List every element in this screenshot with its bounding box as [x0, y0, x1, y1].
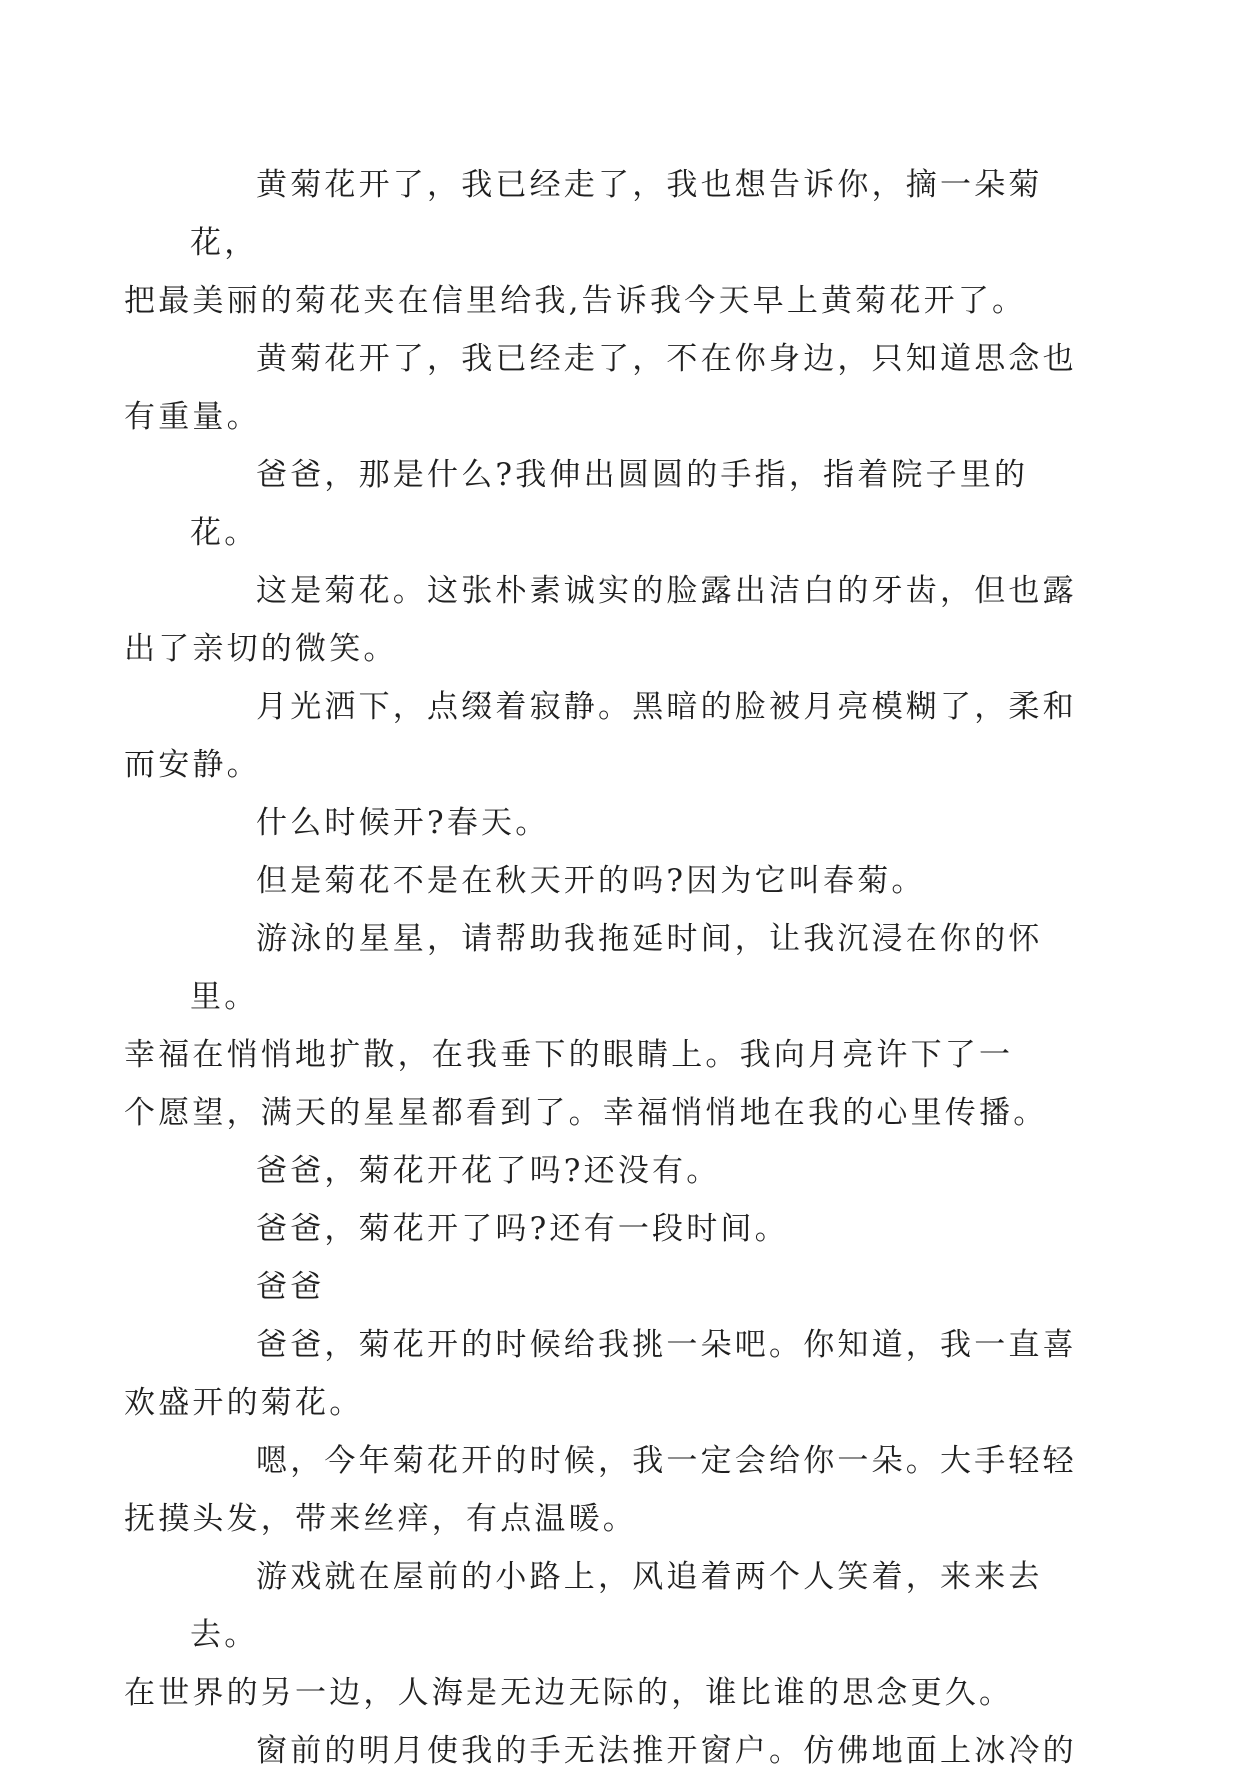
paragraph [190, 446, 1090, 562]
text-line: 爸爸，菊花开的时候给我挑一朵吧。你知道，我一直喜 [256, 1327, 1077, 1363]
paragraph [190, 1142, 1090, 1200]
paragraph [124, 1548, 1090, 1722]
document-body [124, 156, 1090, 1780]
text-line: 有重量。 [124, 399, 261, 435]
text-line: 这是菊花。这张朴素诚实的脸露出洁白的牙齿，但也露 [256, 573, 1077, 609]
paragraph [124, 910, 1090, 1142]
text-line: 而安静。 [124, 747, 261, 783]
text-line: 爸爸 [256, 1269, 325, 1305]
text-line: 什么时候开?春天。 [256, 805, 550, 841]
text-line: 把最美丽的菊花夹在信里给我,告诉我今天早上黄菊花开了。 [124, 283, 1027, 319]
paragraph [190, 1722, 1090, 1780]
text-line: 游戏就在屋前的小路上，风追着两个人笑着，来来去去。 [190, 1559, 1043, 1653]
text-line: 幸福在悄悄地扩散，在我垂下的眼睛上。我向月亮许下了一 [124, 1037, 1014, 1073]
paragraph [124, 1432, 1090, 1548]
text-line: 但是菊花不是在秋天开的吗?因为它叫春菊。 [256, 863, 926, 899]
text-line: 抚摸头发，带来丝痒，有点温暖。 [124, 1501, 637, 1537]
paragraph [190, 852, 1090, 910]
paragraph [124, 678, 1090, 794]
text-line: 黄菊花开了，我已经走了，不在你身边，只知道思念也 [256, 341, 1077, 377]
paragraph [124, 562, 1090, 678]
text-line: 黄菊花开了，我已经走了，我也想告诉你，摘一朵菊花， [190, 167, 1043, 261]
paragraph [124, 330, 1090, 446]
text-line: 个愿望，满天的星星都看到了。幸福悄悄地在我的心里传播。 [124, 1095, 1048, 1131]
text-line: 欢盛开的菊花。 [124, 1385, 364, 1421]
text-line: 在世界的另一边，人海是无边无际的，谁比谁的思念更久。 [124, 1675, 1014, 1711]
text-line: 爸爸，菊花开了吗?还有一段时间。 [256, 1211, 789, 1247]
paragraph [124, 156, 1090, 330]
text-line: 嗯，今年菊花开的时候，我一定会给你一朵。大手轻轻 [256, 1443, 1077, 1479]
text-line: 爸爸，菊花开花了吗?还没有。 [256, 1153, 721, 1189]
paragraph [190, 1200, 1090, 1258]
text-line: 爸爸，那是什么?我伸出圆圆的手指，指着院子里的花。 [190, 457, 1029, 551]
paragraph [124, 1316, 1090, 1432]
paragraph [190, 1258, 1090, 1316]
paragraph [190, 794, 1090, 852]
text-line: 月光洒下，点缀着寂静。黑暗的脸被月亮模糊了，柔和 [256, 689, 1077, 725]
text-line: 窗前的明月使我的手无法推开窗户。仿佛地面上冰冷的 [256, 1733, 1077, 1769]
text-line: 游泳的星星，请帮助我拖延时间，让我沉浸在你的怀里。 [190, 921, 1043, 1015]
text-line: 出了亲切的微笑。 [124, 631, 398, 667]
